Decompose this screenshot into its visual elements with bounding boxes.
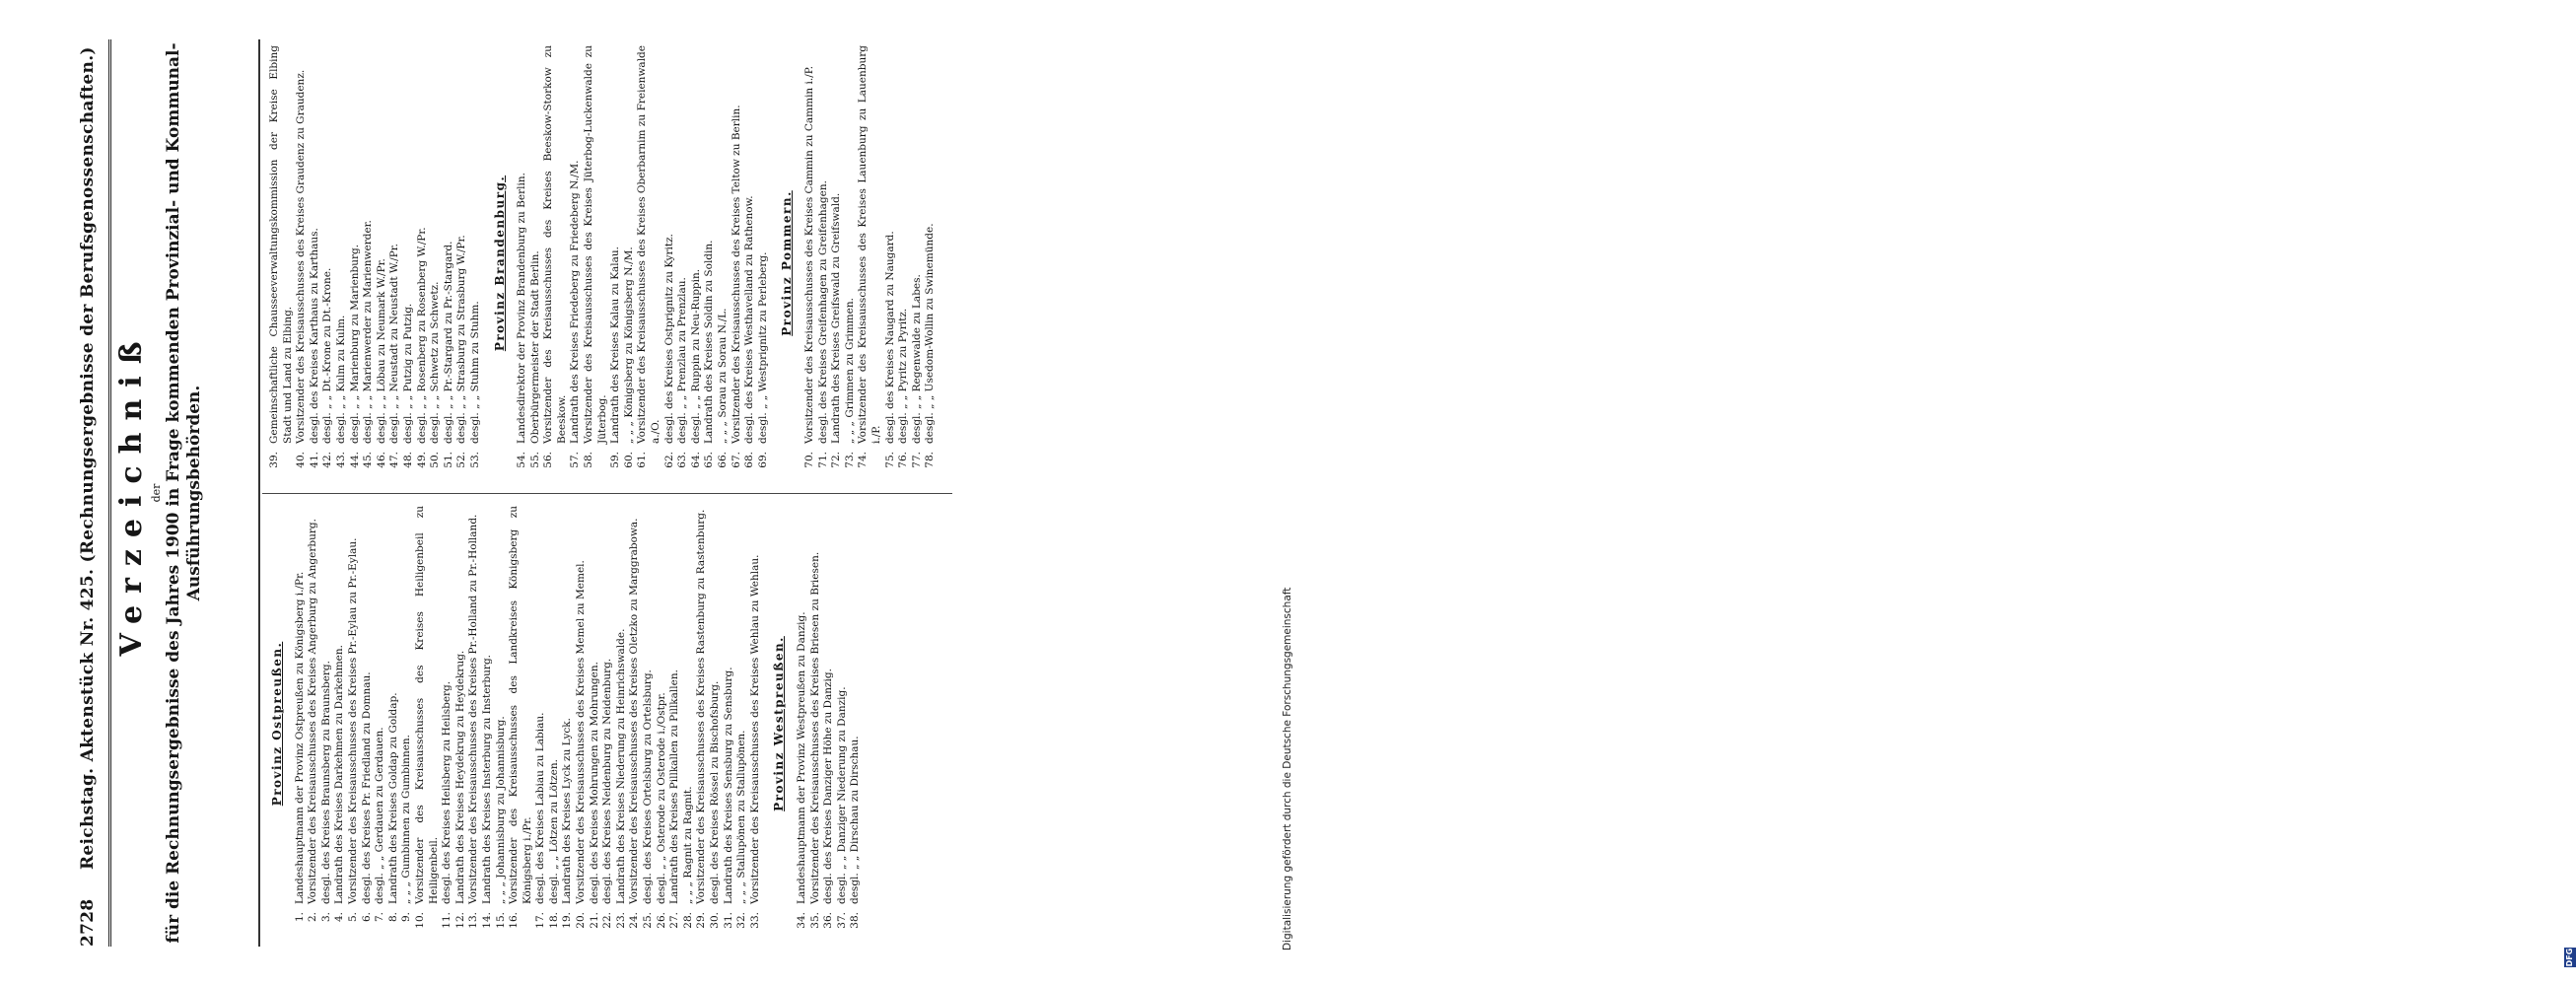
list-item <box>749 506 763 942</box>
entry-number: 48. <box>401 452 414 468</box>
list-item <box>609 45 623 481</box>
list-item <box>561 506 575 942</box>
entry-text: desgl. des Kreises Ostprignitz zu Kyritz. <box>662 234 675 444</box>
list-item <box>743 45 757 481</box>
list-item <box>516 45 529 481</box>
entry-number: 40. <box>295 452 308 468</box>
list-item <box>809 506 823 942</box>
entry-number: 8. <box>386 912 399 923</box>
entry-number: 23. <box>614 912 627 929</box>
entry-number: 55. <box>528 452 541 468</box>
entry-number: 17. <box>534 912 547 929</box>
list-item <box>441 506 454 942</box>
list-item <box>309 45 322 481</box>
entry-number: 16. <box>508 912 521 929</box>
entry-number: 52. <box>455 452 468 468</box>
entry-text: desgl. „ „ Prenzlau zu Prenzlau. <box>676 277 689 444</box>
entry-number: 38. <box>849 912 862 929</box>
list-item <box>836 506 850 942</box>
list-item <box>321 45 335 481</box>
entry-text: „ „ „ Grimmen zu Grimmen. <box>843 298 856 444</box>
title-line-2: Ausführungsbehörden. <box>184 385 204 601</box>
title-main: Verzeichniß <box>114 329 149 657</box>
entry-text: Vorsitzender des Kreisausschusses des Kreises Rastenburg zu Rastenburg. <box>695 509 708 904</box>
entry-number: 28. <box>681 912 694 929</box>
entry-text: Vorsitzender des Kreisausschusses des Kreises Oberbarnim zu Freienwalde a./O. <box>636 45 662 444</box>
entry-number: 32. <box>735 912 748 929</box>
list-item <box>757 45 771 481</box>
list-item <box>731 45 744 481</box>
entry-text: desgl. „ „ Stuhm zu Stuhm. <box>468 301 481 444</box>
entry-number: 7. <box>374 912 386 923</box>
entry-number: 45. <box>362 452 375 468</box>
entry-number: 15. <box>494 912 507 929</box>
entry-number: 53. <box>468 452 481 468</box>
entry-text: desgl. des Kreises Neidenburg zu Neidenburg. <box>601 658 614 904</box>
entry-text: desgl. „ „ Löbau zu Neumark W./Pr. <box>375 258 387 444</box>
list-item <box>374 506 387 942</box>
document-title <box>114 39 205 947</box>
entry-number: 6. <box>360 912 373 923</box>
title-rule <box>258 39 260 947</box>
section-gap <box>483 45 491 481</box>
entry-number: 43. <box>334 452 347 468</box>
province-heading: Provinz Westpreußen. <box>772 636 787 811</box>
list-item <box>723 506 736 942</box>
entry-number: 30. <box>709 912 721 929</box>
list-item <box>884 45 898 481</box>
list-item <box>709 506 723 942</box>
running-title: Reichstag. Aktenstück Nr. 425. (Rechnungsergebnisse der Berufsgenossenschaften.) <box>78 46 98 870</box>
entry-text: Landrath des Kreises Friedeberg zu Friedeberg N./M. <box>569 160 582 444</box>
entry-number: 31. <box>722 912 734 929</box>
list-item <box>897 45 911 481</box>
entry-text: Landrath des Kreises Heydekrug zu Heydekrug. <box>453 650 466 904</box>
list-item <box>703 45 717 481</box>
left-column <box>268 506 863 942</box>
entry-text: desgl. des Kreises Naugard zu Naugard. <box>883 231 896 444</box>
title-line-1: für die Rechnungsergebnisse des Jahres 1900 in Frage kommenden Provinzial- und Kommunal- <box>164 42 183 944</box>
entry-text: desgl. „ „ Westprignitz zu Perleberg. <box>756 251 769 444</box>
list-item <box>695 506 709 942</box>
entry-text: Vorsitzender des Kreisausschusses des Kreises Memel zu Memel. <box>575 560 588 904</box>
list-item <box>822 506 836 942</box>
entry-text: desgl. „ „ Ruppin zu Neu-Ruppin. <box>689 268 702 444</box>
entry-text: desgl. „ „ Gerdauen zu Gerdauen. <box>374 727 386 904</box>
list-item <box>400 506 414 942</box>
entry-text: Vorsitzender des Kreisausschusses des Kreises Jüterbog-Luckenwalde zu Jüterbog. <box>583 45 608 444</box>
entry-text: Landesdirektor der Provinz Brandenburg zu Berlin. <box>516 173 528 444</box>
province-heading: Provinz Brandenburg. <box>492 175 507 352</box>
entry-text: Vorsitzender des Kreisausschusses des Landkreises Königsberg zu Königsberg i./Pr. <box>508 506 533 904</box>
running-header <box>74 39 104 947</box>
entry-number: 46. <box>375 452 387 468</box>
column-divider <box>262 493 952 494</box>
list-item <box>735 506 749 942</box>
entry-text: Vorsitzender des Kreisausschusses des Kreises Teltow zu Berlin. <box>730 105 742 444</box>
entry-text: Gemeinschaftliche Chausseeverwaltungskommission der Kreise Elbing Stadt und Land zu Elbing. <box>268 45 294 444</box>
entry-number: 1. <box>293 912 306 923</box>
entry-text: Landrath des Kreises Sensburg zu Sensburg. <box>722 667 734 904</box>
list-item <box>830 45 844 481</box>
list-item <box>387 506 401 942</box>
entry-number: 56. <box>542 452 555 468</box>
list-item <box>857 45 883 481</box>
list-item <box>467 506 481 942</box>
entry-number: 76. <box>897 452 910 468</box>
entry-text: Vorsitzender des Kreisausschusses des Kreises Cammin zu Cammin i./P. <box>802 65 815 444</box>
entry-number: 50. <box>429 452 442 468</box>
entry-number: 20. <box>575 912 588 929</box>
list-item <box>454 506 468 942</box>
entry-text: „ „ „ Sorau zu Sorau N./L. <box>717 308 729 444</box>
entry-number: 14. <box>480 912 493 929</box>
list-item <box>589 506 602 942</box>
entry-number: 25. <box>642 912 655 929</box>
entry-text: Landeshauptmann der Provinz Westpreußen zu Danzig. <box>795 611 807 904</box>
list-item <box>508 506 534 942</box>
entry-text: desgl. des Kreises Labiau zu Labiau. <box>534 712 547 904</box>
entry-text: desgl. „ „ Dirschau zu Dirschau. <box>849 736 862 904</box>
entry-text: Oberbürgermeister der Stadt Berlin. <box>528 250 541 444</box>
entry-number: 64. <box>689 452 702 468</box>
entry-number: 67. <box>730 452 742 468</box>
entry-text: Landrath des Kreises Lyck zu Lyck. <box>561 718 574 904</box>
entry-number: 58. <box>583 452 595 468</box>
entry-text: Vorsitzender des Kreisausschusses des Kreises Wehlau zu Wehlau. <box>748 554 761 904</box>
entry-text: „ „ „ Gumbinnen zu Gumbinnen. <box>400 734 413 904</box>
entry-number: 12. <box>453 912 466 929</box>
entry-number: 72. <box>830 452 843 468</box>
entry-number: 22. <box>601 912 614 929</box>
entry-number: 61. <box>636 452 649 468</box>
entry-text: desgl. „ „ Dt.-Krone zu Dt.-Krone. <box>321 267 334 444</box>
entry-text: Landrath des Kreises Kalau zu Kalau. <box>609 246 622 444</box>
entry-text: desgl. „ „ Schwetz zu Schwetz. <box>429 281 442 444</box>
entry-text: „ „ „ Stallupönen zu Stallupönen. <box>735 730 748 904</box>
list-item <box>663 45 677 481</box>
entry-number: 70. <box>802 452 815 468</box>
list-item <box>924 45 938 481</box>
entry-number: 54. <box>516 452 528 468</box>
list-item <box>542 45 569 481</box>
entry-number: 42. <box>321 452 334 468</box>
footer-text: Digitalisierung gefördert durch die Deutsche Forschungsgemeinschaft <box>1282 587 1293 951</box>
list-item <box>656 506 669 942</box>
entry-text: Vorsitzender des Kreisausschusses des Kreises Beeskow-Storkow zu Beeskow. <box>542 45 568 444</box>
entry-text: Vorsitzender des Kreisausschusses des Kreises Angerburg zu Angerburg. <box>307 519 319 904</box>
header-rule <box>108 39 111 947</box>
entry-number: 65. <box>703 452 716 468</box>
list-item <box>361 506 375 942</box>
list-item <box>601 506 615 942</box>
list-item <box>320 506 334 942</box>
entry-text: desgl. „ „ Pr.-Stargard zu Pr.-Stargard. <box>442 241 454 444</box>
province-heading: Provinz Pommern. <box>780 190 795 336</box>
entry-number: 60. <box>622 452 635 468</box>
list-item <box>268 45 295 481</box>
entry-number: 27. <box>668 912 681 929</box>
entry-number: 44. <box>348 452 361 468</box>
list-item <box>388 45 402 481</box>
list-item <box>575 506 589 942</box>
list-item <box>636 45 662 481</box>
entry-text: desgl. „ „ Rosenberg zu Rosenberg W./Pr. <box>415 227 428 444</box>
section-gap <box>770 45 778 481</box>
list-item <box>628 506 642 942</box>
list-item <box>817 45 831 481</box>
entry-text: Landrath des Kreises Pillkallen zu Pillkallen. <box>668 669 681 904</box>
entry-number: 4. <box>333 912 346 923</box>
entry-number: 18. <box>547 912 560 929</box>
entry-number: 24. <box>628 912 641 929</box>
entry-number: 5. <box>346 912 359 923</box>
entry-number: 59. <box>609 452 622 468</box>
list-item <box>676 45 690 481</box>
entry-text: desgl. des Kreises Mohrungen zu Mohrungen. <box>588 662 600 904</box>
entry-number: 35. <box>808 912 821 929</box>
entry-number: 21. <box>588 912 600 929</box>
list-item <box>362 45 376 481</box>
list-item <box>294 506 308 942</box>
list-item <box>416 45 430 481</box>
list-item <box>481 506 495 942</box>
entry-text: desgl. „ „ Kulm zu Kulm. <box>334 315 347 444</box>
page-number: 2728 <box>78 898 98 947</box>
list-item <box>335 45 349 481</box>
entry-number: 36. <box>822 912 835 929</box>
list-item <box>469 45 483 481</box>
entry-text: desgl. „ „ Danziger Niederung zu Danzig. <box>835 686 848 904</box>
list-item <box>347 506 361 942</box>
entry-text: desgl. des Kreises Braunsberg zu Braunsberg. <box>319 661 332 904</box>
entry-text: Vorsitzender des Kreisausschusses des Kreises Pr.-Holland zu Pr.-Holland. <box>467 514 480 904</box>
section-gap <box>762 506 770 942</box>
list-item <box>376 45 389 481</box>
entry-text: „ „ „ Johannisburg zu Johannisburg. <box>494 716 507 904</box>
entry-number: 9. <box>400 912 413 923</box>
list-item <box>642 506 656 942</box>
entry-text: „ „ „ Königsberg zu Königsberg N./M. <box>622 246 635 444</box>
list-item <box>844 45 858 481</box>
dfg-logo: DFG <box>2565 948 2574 967</box>
right-column <box>268 45 938 481</box>
entry-text: desgl. „ „ Pyritz zu Pyritz. <box>897 308 910 444</box>
entry-text: desgl. „ „ Marienburg zu Marienburg. <box>348 244 361 444</box>
list-item <box>849 506 863 942</box>
entry-number: 71. <box>816 452 829 468</box>
entry-number: 68. <box>743 452 756 468</box>
entry-text: Landrath des Kreises Darkehmen zu Darkehmen. <box>333 645 346 904</box>
entry-text: desgl. „ „ Strasburg zu Strasburg W./Pr. <box>455 235 468 444</box>
list-item <box>615 506 629 942</box>
entry-text: desgl. des Kreises Greifenhagen zu Greifenhagen. <box>816 180 829 444</box>
entry-text: „ „ „ Ragnit zu Ragnit. <box>681 786 694 904</box>
entry-number: 3. <box>319 912 332 923</box>
entry-text: Vorsitzender des Kreisausschusses des Kreises Oletzko zu Marggrabowa. <box>628 518 641 904</box>
list-item <box>623 45 637 481</box>
list-item <box>295 45 309 481</box>
entry-text: desgl. des Kreises Westhavelland zu Rathenow. <box>743 195 756 444</box>
province-heading: Provinz Ostpreußen. <box>270 641 284 807</box>
entry-number: 10. <box>413 912 426 929</box>
entry-text: Vorsitzender des Kreisausschusses des Kreises Lauenburg zu Lauenburg i./P. <box>857 45 882 444</box>
entry-text: Landrath des Kreises Greifswald zu Greifswald. <box>830 192 843 444</box>
list-item <box>583 45 609 481</box>
entry-text: desgl. des Kreises Danziger Höhe zu Danzig. <box>822 669 835 904</box>
entry-number: 66. <box>717 452 729 468</box>
list-item <box>429 45 443 481</box>
entry-text: Vorsitzender des Kreisausschusses des Kreises Briesen zu Briesen. <box>808 551 821 904</box>
entry-text: desgl. des Kreises Rössel zu Bischofsburg. <box>709 680 721 904</box>
entry-number: 11. <box>441 912 453 929</box>
entry-text: Landeshauptmann der Provinz Ostpreußen zu Königsberg i./Pr. <box>293 571 306 904</box>
entry-number: 29. <box>695 912 708 929</box>
entry-number: 34. <box>795 912 807 929</box>
entry-text: desgl. des Kreises Pr. Friedland zu Domnau. <box>360 671 373 904</box>
entry-number: 33. <box>748 912 761 929</box>
list-item <box>682 506 696 942</box>
list-item <box>333 506 347 942</box>
list-item <box>495 506 509 942</box>
entry-text: desgl. „ „ Putzig zu Putzig. <box>401 303 414 444</box>
title-der: der <box>150 483 163 503</box>
entry-text: Landrath des Kreises Niederung zu Heinrichswalde. <box>614 628 627 904</box>
entry-text: desgl. des Kreises Karthaus zu Karthaus. <box>308 228 320 444</box>
entry-number: 78. <box>924 452 937 468</box>
entry-text: desgl. „ „ Osterode zu Osterode i./Ostpr. <box>655 692 667 904</box>
entry-number: 26. <box>655 912 667 929</box>
entry-text: Vorsitzender des Kreisausschusses des Kreises Graudenz zu Graudenz. <box>295 69 308 444</box>
entry-text: Landrath des Kreises Soldin zu Soldin. <box>703 240 716 444</box>
list-item <box>803 45 817 481</box>
entry-text: desgl. des Kreises Heilsberg zu Heilsberg. <box>441 680 453 904</box>
entry-text: Landrath des Kreises Goldap zu Goldap. <box>386 692 399 904</box>
entry-text: desgl. „ „ Lötzen zu Lötzen. <box>547 759 560 904</box>
list-item <box>414 506 441 942</box>
list-item <box>911 45 925 481</box>
entry-number: 41. <box>308 452 320 468</box>
list-item <box>796 506 809 942</box>
entry-number: 13. <box>467 912 480 929</box>
entry-text: desgl. des Kreises Ortelsburg zu Ortelsburg. <box>642 669 655 904</box>
list-item <box>455 45 469 481</box>
entry-number: 63. <box>676 452 689 468</box>
entry-number: 37. <box>835 912 848 929</box>
list-item <box>569 45 583 481</box>
entry-number: 19. <box>561 912 574 929</box>
entry-number: 62. <box>662 452 675 468</box>
entry-text: desgl. „ „ Neustadt zu Neustadt W./Pr. <box>388 244 401 444</box>
list-item <box>349 45 363 481</box>
entry-text: desgl. „ „ Regenwalde zu Labes. <box>910 274 923 444</box>
entry-text: Landrath des Kreises Insterburg zu Insterburg. <box>480 655 493 904</box>
entry-number: 51. <box>442 452 454 468</box>
entry-number: 47. <box>388 452 401 468</box>
list-item <box>443 45 456 481</box>
entry-number: 39. <box>268 452 280 468</box>
entry-text: Vorsitzender des Kreisausschusses des Kreises Pr.-Eylau zu Pr.-Eylau. <box>346 537 359 904</box>
entry-text: Vorsitzender des Kreisausschusses des Kreises Heiligenbeil zu Heiligenbeil. <box>413 506 440 904</box>
entry-number: 75. <box>883 452 896 468</box>
entry-text: desgl. „ „ Usedom-Wollin zu Swinemünde. <box>924 223 937 444</box>
list-item <box>307 506 320 942</box>
entry-number: 49. <box>415 452 428 468</box>
entry-number: 57. <box>569 452 582 468</box>
list-item <box>529 45 543 481</box>
entry-number: 73. <box>843 452 856 468</box>
list-item <box>717 45 731 481</box>
entry-number: 69. <box>756 452 769 468</box>
list-item <box>548 506 562 942</box>
entry-number: 74. <box>857 452 870 468</box>
list-item <box>668 506 682 942</box>
entry-number: 77. <box>910 452 923 468</box>
list-item <box>690 45 704 481</box>
list-item <box>402 45 416 481</box>
entry-text: desgl. „ „ Marienwerder zu Marienwerder. <box>362 220 375 444</box>
entry-number: 2. <box>307 912 319 923</box>
list-item <box>534 506 548 942</box>
